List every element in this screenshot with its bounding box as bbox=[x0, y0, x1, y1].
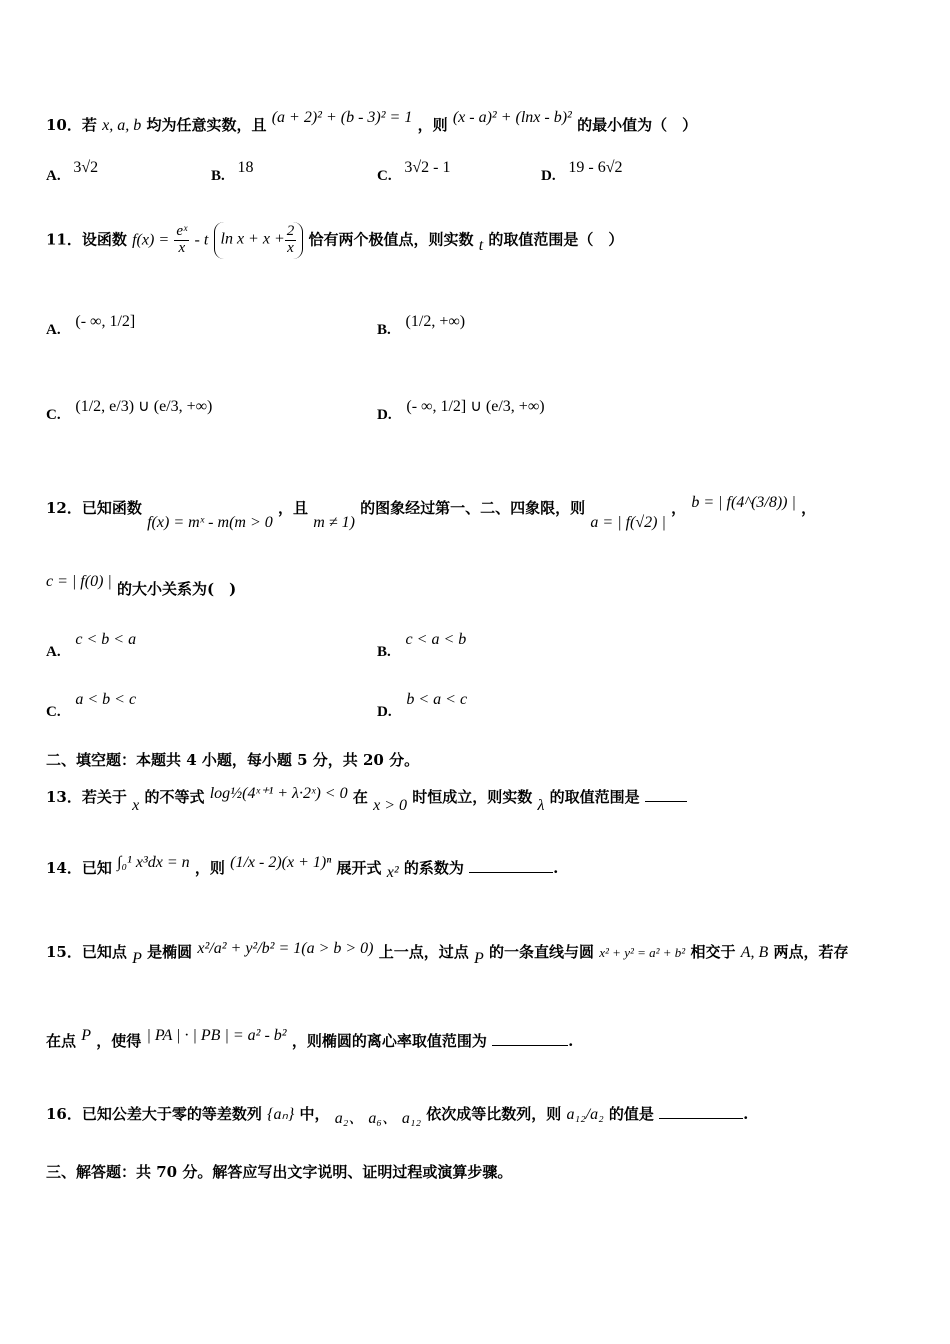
q15-points: A, B bbox=[740, 944, 769, 961]
option-value: b < a < c bbox=[406, 691, 468, 708]
option-label: A. bbox=[46, 322, 61, 338]
frac-numerator: eˣ bbox=[176, 223, 188, 239]
q11-func-lhs: f(x) = bbox=[132, 231, 170, 249]
q16-sequence: {aₙ} bbox=[267, 1106, 295, 1123]
q15-text-4: 相交于 bbox=[690, 943, 736, 961]
q12-option-b bbox=[377, 631, 467, 661]
question-12-line-2 bbox=[46, 573, 237, 599]
option-value: c < b < a bbox=[75, 631, 137, 648]
question-15-line-2: 在点 P ，使得 | PA | · | PB | = a² - b² ，则椭圆的离心率取值范围为 . bbox=[46, 1027, 574, 1050]
q16-text-3: 的值是 bbox=[608, 1105, 654, 1123]
q11-option-d bbox=[377, 398, 545, 424]
q15-answer-blank[interactable] bbox=[492, 1031, 568, 1046]
q12-text-1: ，且 bbox=[277, 499, 308, 517]
q16-number: 16．已知公差大于零的等差数列 bbox=[46, 1105, 262, 1123]
q10-vars: x, a, b bbox=[102, 117, 142, 134]
q15-number: 15．已知点 bbox=[46, 943, 127, 961]
q14-answer-blank[interactable] bbox=[469, 858, 553, 873]
option-value: 19 - 6√2 bbox=[568, 159, 623, 176]
q10-condition: (a + 2)² + (b - 3)² = 1 bbox=[271, 109, 413, 126]
q11-minus-t: - t bbox=[194, 231, 209, 249]
q12-text-2: 的图象经过第一、二、四象限，则 bbox=[360, 499, 586, 517]
q14-integral: ∫₀¹ x³dx = n bbox=[117, 854, 190, 871]
q11-text-1: 恰有两个极值点，则实数 bbox=[308, 230, 474, 249]
q10-text-1: 均为任意实数，且 bbox=[146, 116, 267, 134]
option-value: 3√2 bbox=[73, 159, 99, 176]
q12-separator: ， bbox=[671, 499, 687, 517]
q11-fraction bbox=[174, 224, 189, 257]
option-value: a < b < c bbox=[75, 691, 137, 708]
question-10 bbox=[46, 109, 698, 135]
q13-var-lambda: λ bbox=[537, 797, 545, 814]
q12-text-4: 的大小关系为( ) bbox=[117, 580, 237, 598]
q11-var: t bbox=[478, 237, 484, 255]
q11-fraction-2 bbox=[285, 224, 297, 257]
q15-text-5: 两点，若存 bbox=[773, 943, 849, 961]
q10-option-a bbox=[46, 159, 99, 185]
q12-text-3: ， bbox=[801, 499, 817, 517]
section-3-heading: 三、解答题：共 70 分。解答应写出文字说明、证明过程或演算步骤。 bbox=[46, 1163, 513, 1181]
q12-option-c bbox=[46, 691, 137, 721]
question-15 bbox=[46, 940, 849, 967]
option-value: 18 bbox=[237, 159, 254, 176]
q10-option-c bbox=[377, 159, 451, 185]
q13-inequality: log½(4ˣ⁺¹ + λ·2ˣ) < 0 bbox=[209, 785, 348, 802]
q15-text-2: 上一点，过点 bbox=[378, 943, 469, 961]
q15-text-1: 是椭圆 bbox=[147, 943, 193, 961]
q11-option-c bbox=[46, 398, 213, 424]
frac-numerator: 2 bbox=[286, 223, 295, 239]
q16-terms: a₂、 a₆、 a₁₂ bbox=[334, 1110, 422, 1127]
option-label: D. bbox=[377, 704, 392, 720]
q15-point-p-3: P bbox=[81, 1027, 92, 1044]
q11-paren bbox=[214, 222, 304, 259]
option-label: C. bbox=[46, 704, 61, 720]
option-label: A. bbox=[46, 644, 61, 660]
frac-denominator: x bbox=[287, 239, 294, 256]
q14-text-2: 展开式 bbox=[336, 859, 382, 877]
q14-text-3: 的系数为 bbox=[403, 859, 464, 877]
q15-ellipse: x²/a² + y²/b² = 1(a > b > 0) bbox=[197, 940, 374, 957]
q15-circle: x² + y² = a² + b² bbox=[599, 945, 686, 960]
option-label: C. bbox=[377, 168, 392, 184]
q10-expression: (x - a)² + (lnx - b)² bbox=[452, 109, 572, 126]
frac-denominator: x bbox=[178, 239, 186, 256]
q12-b-definition: b = | f(4^(3/8)) | bbox=[691, 494, 796, 511]
option-value: 3√2 - 1 bbox=[404, 159, 451, 176]
q16-text-2: 依次成等比数列，则 bbox=[426, 1105, 562, 1123]
q13-text-1: 的不等式 bbox=[144, 788, 205, 806]
q13-condition: x > 0 bbox=[373, 797, 407, 814]
question-12 bbox=[46, 494, 817, 531]
q10-option-b bbox=[211, 159, 254, 185]
option-value: c < a < b bbox=[405, 631, 467, 648]
q15-text-8: ，则椭圆的离心率取值范围为 bbox=[291, 1032, 487, 1050]
option-label: B. bbox=[211, 168, 225, 184]
q11-option-b bbox=[377, 313, 466, 339]
question-11 bbox=[46, 222, 623, 259]
q12-number: 12．已知函数 bbox=[46, 499, 142, 517]
q15-point-p: P bbox=[132, 950, 142, 967]
q15-point-p-2: P bbox=[473, 950, 484, 967]
q15-condition: | PA | · | PB | = a² - b² bbox=[146, 1027, 287, 1044]
q14-text-1: ，则 bbox=[194, 859, 225, 877]
q13-text-2: 在 bbox=[352, 788, 368, 806]
q13-text-4: 的取值范围是 bbox=[549, 788, 640, 806]
option-label: D. bbox=[541, 168, 556, 184]
q12-condition: m ≠ 1) bbox=[313, 514, 355, 531]
q11-number: 11．设函数 bbox=[46, 230, 127, 249]
option-label: D. bbox=[377, 407, 392, 423]
q11-option-a bbox=[46, 313, 136, 339]
q10-option-d bbox=[541, 159, 623, 185]
question-13 bbox=[46, 785, 687, 814]
q13-var: x bbox=[132, 797, 140, 814]
option-value: (- ∞, 1/2] ∪ (e/3, +∞) bbox=[406, 398, 545, 415]
option-label: B. bbox=[377, 322, 391, 338]
q11-paren-expr: ln x + x + bbox=[220, 230, 285, 248]
q15-text-6: 在点 bbox=[46, 1032, 77, 1050]
q12-option-a bbox=[46, 631, 137, 661]
q14-number: 14．已知 bbox=[46, 859, 112, 877]
section-2-heading: 二、填空题：本题共 4 小题，每小题 5 分，共 20 分。 bbox=[46, 751, 420, 769]
q13-answer-blank[interactable] bbox=[645, 787, 687, 802]
q12-function: f(x) = mˣ - m(m > 0 bbox=[147, 514, 273, 531]
q15-text-3: 的一条直线与圆 bbox=[489, 943, 595, 961]
q14-term: x² bbox=[386, 864, 399, 881]
q14-expression: (1/x - 2)(x + 1)ⁿ bbox=[230, 854, 332, 871]
option-value: (1/2, e/3) ∪ (e/3, +∞) bbox=[75, 398, 213, 415]
question-16: 16．已知公差大于零的等差数列 {aₙ} 中， a₂、 a₆、 a₁₂ 依次成等比数列，则 a₁₂/a₂ 的值是 . bbox=[46, 1105, 749, 1127]
q10-number: 10．若 bbox=[46, 116, 97, 134]
option-label: A. bbox=[46, 168, 61, 184]
q15-text-7: ，使得 bbox=[96, 1032, 142, 1050]
q13-text-3: 时恒成立，则实数 bbox=[412, 788, 533, 806]
q10-text-2: ，则 bbox=[417, 116, 448, 134]
q16-answer-blank[interactable] bbox=[659, 1104, 743, 1119]
option-label: B. bbox=[377, 644, 391, 660]
q16-text-1: 中， bbox=[299, 1105, 330, 1123]
q12-a-definition: a = | f(√2) | bbox=[590, 514, 666, 531]
q13-number: 13．若关于 bbox=[46, 788, 127, 806]
q11-text-2: 的取值范围是（ ） bbox=[488, 230, 624, 249]
option-label: C. bbox=[46, 407, 61, 423]
option-value: (- ∞, 1/2] bbox=[75, 313, 136, 330]
question-14: 14．已知 ∫₀¹ x³dx = n ，则 (1/x - 2)(x + 1)ⁿ 展开式 x² 的系数为 . bbox=[46, 854, 559, 881]
option-value: (1/2, +∞) bbox=[405, 313, 466, 330]
q10-text-3: 的最小值为（ ） bbox=[577, 116, 698, 134]
q12-option-d bbox=[377, 691, 468, 721]
q12-c-definition: c = | f(0) | bbox=[46, 573, 112, 590]
q16-ratio: a₁₂/a₂ bbox=[566, 1106, 604, 1123]
